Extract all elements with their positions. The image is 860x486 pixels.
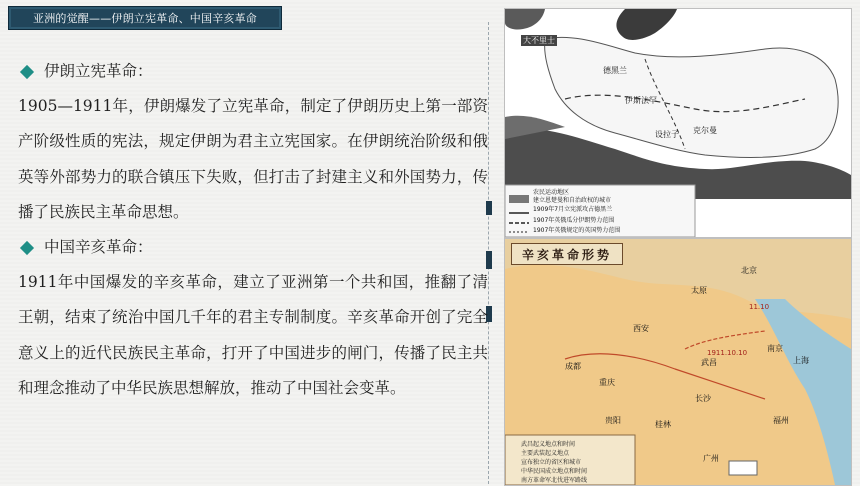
section-title-china: 中国辛亥革命：	[44, 238, 153, 257]
china-map-city-label: 武昌	[701, 358, 717, 367]
diamond-bullet-icon	[20, 65, 34, 79]
iran-map-legend-title: 农民运动地区	[533, 189, 570, 196]
paragraph-iran: 1905—1911年，伊朗爆发了立宪革命，制定了伊朗历史上第一部资产阶级性质的宪法，规定伊朗为君主立宪国家。在伊朗统治阶级和俄英等外部势力的联合镇压下失败，但打击了封建主义和外国势力，传播了民族民主革命思想。	[18, 97, 488, 221]
china-map-city-label: 广州	[703, 454, 719, 463]
iran-map-legend-item: 1909年7月立宪派攻占德黑兰	[533, 206, 613, 213]
china-map-legend-item: 中华民国成立地点和时间	[521, 468, 588, 475]
china-map-city-label: 太原	[691, 286, 707, 295]
china-map-legend-item: 宣布独立的省区和城市	[521, 459, 582, 466]
paragraph-china: 1911年中国爆发的辛亥革命，建立了亚洲第一个共和国，推翻了清王朝，结束了统治中国几千年的君主专制制度。辛亥革命开创了完全意义上的近代民族民主革命，打开了中国进步的闸门，传播了民主共和理念推动了中华民族思想解放，推动了中国社会变革。	[18, 273, 488, 397]
iran-map-city-label: 大不里士	[523, 36, 555, 45]
china-map-annotation: 1911.10.10	[707, 349, 748, 357]
china-map-annotation: 11.10	[749, 303, 770, 311]
iran-map-city-label: 德黑兰	[603, 66, 627, 75]
diamond-bullet-icon	[20, 241, 34, 255]
iran-map-legend-item: 建立恩楚曼和自治政权的城市	[533, 197, 612, 204]
iran-map-city-label: 设拉子	[655, 130, 679, 139]
iran-map-legend-item: 1907年英俄瓜分伊朗势力范围	[533, 217, 615, 224]
china-map-city-label: 西安	[633, 324, 649, 333]
iran-map-city-label: 伊斯法罕	[625, 96, 657, 105]
title-bar	[8, 6, 282, 30]
section-title-iran: 伊朗立宪革命：	[44, 62, 153, 80]
china-map-city-label: 重庆	[599, 378, 615, 387]
xinhai-revolution-map	[504, 238, 852, 486]
china-map-city-label: 贵阳	[605, 416, 621, 425]
section-heading	[18, 54, 488, 89]
china-map-city-label: 南京	[767, 344, 783, 353]
section-heading	[18, 230, 488, 265]
china-map-legend-item: 主要武装起义地点	[521, 450, 570, 457]
main-text	[18, 54, 488, 406]
iran-map-legend-item: 1907年英俄规定的英国势力范围	[533, 227, 621, 234]
china-map-legend-item: 南方革命军北伐进军路线	[521, 477, 588, 484]
china-map-city-label: 桂林	[655, 420, 671, 429]
iran-map-city-label: 克尔曼	[693, 126, 717, 135]
china-map-legend-item: 武昌起义地点和时间	[521, 441, 576, 448]
page-title: 亚洲的觉醒——伊朗立宪革命、中国辛亥革命	[33, 12, 257, 25]
iran-revolution-map	[504, 8, 852, 238]
china-map-city-label: 成都	[565, 362, 581, 371]
china-map-city-label: 长沙	[695, 394, 711, 403]
china-map-title: 辛亥革命形势	[511, 243, 623, 265]
china-map-city-label: 福州	[773, 416, 789, 425]
china-map-city-label: 上海	[793, 356, 809, 365]
china-map-city-label: 北京	[741, 266, 757, 275]
